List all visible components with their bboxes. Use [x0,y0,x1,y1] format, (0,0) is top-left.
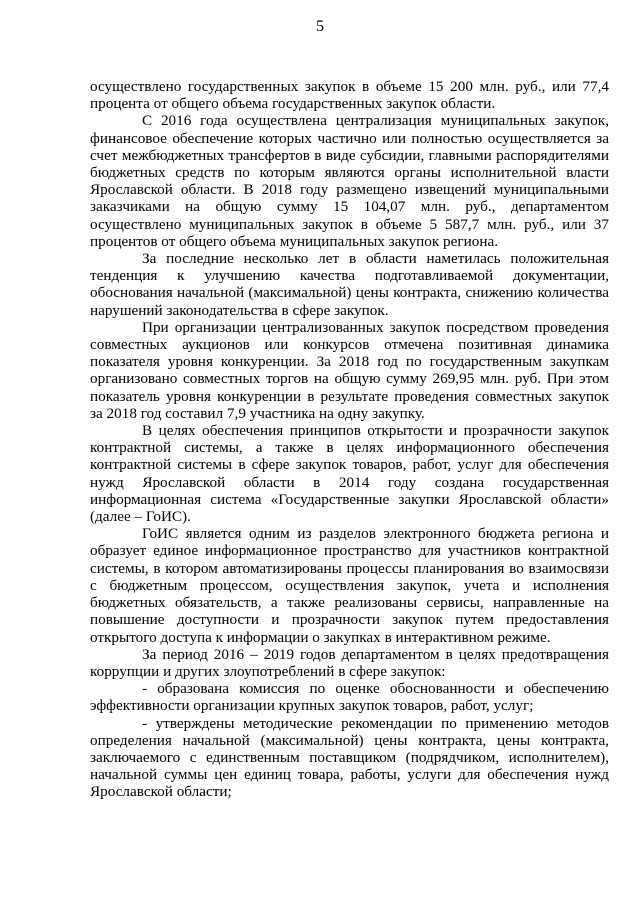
list-item-commission: - образована комиссия по оценке обоснованности и обеспечению эффективности организации крупных закупок товаров, работ, услуг; [90,680,609,715]
page-number: 5 [316,18,324,35]
paragraph-centralization: С 2016 года осуществлена централизация муниципальных закупок, финансовое обеспечение которых частично или полностью осуществляется за счет межбюджетных трансфертов в виде субсидии, главными распорядителями бюджетных средств по которым являются органы исполнительной власти Ярославской области. В 2018 году размещено извещений муниципальными заказчиками на общую сумму 15 104,07 млн. руб., департаментом осуществлено муниципальных закупок в объеме 5 587,7 млн. руб., или 37 процентов от общего объема муниципальных закупок региона. [90,112,609,250]
paragraph-anticorruption-intro: За период 2016 – 2019 годов департаментом в целях предотвращения коррупции и других злоупотреблений в сфере закупок: [90,645,609,680]
paragraph-positive-trend: За последние несколько лет в области наметилась положительная тенденция к улучшению качества подготавливаемой документации, обоснования начальной (максимальной) цены контракта, снижению количества нарушений законодательства в сфере закупок. [90,250,609,319]
list-item-guidelines: - утверждены методические рекомендации по применению методов определения начальной (максимальной) цены контракта, цены контракта, заключаемого с единственным поставщиком (подрядчиком, исполнителем), начальной суммы цен единиц товара, работы, услуги для обеспечения нужд Ярославской области; [90,714,609,801]
document-body [90,78,609,801]
paragraph-joint-procurement: При организации централизованных закупок посредством проведения совместных аукционов или конкурсов отмечена позитивная динамика показателя уровня конкуренции. За 2018 год по государственным закупкам организовано совместных торгов на общую сумму 269,95 млн. руб. При этом показатель уровня конкуренции в результате проведения совместных закупок за 2018 год составил 7,9 участника на одну закупку. [90,318,609,422]
paragraph-gois-description: ГоИС является одним из разделов электронного бюджета региона и образует единое информационное пространство для участников контрактной системы, в котором автоматизированы процессы планирования во взаимосвязи с бюджетным процессом, осуществления закупок, учета и исполнения бюджетных обязательств, а также реализованы сервисы, направленные на повышение доступности и прозрачности закупок путем предоставления открытого доступа к информации о закупках в интерактивном режиме. [90,525,609,646]
paragraph-continuation: осуществлено государственных закупок в объеме 15 200 млн. руб., или 77,4 процента от общего объема государственных закупок области. [90,78,609,113]
paragraph-gois-creation: В целях обеспечения принципов открытости и прозрачности закупок контрактной системы, а также в целях информационного обеспечения контрактной системы в сфере закупок товаров, работ, услуг для обеспечения нужд Ярославской области в 2014 году создана государственная информационная система «Государственные закупки Ярославской области» (далее – ГоИС). [90,422,609,526]
